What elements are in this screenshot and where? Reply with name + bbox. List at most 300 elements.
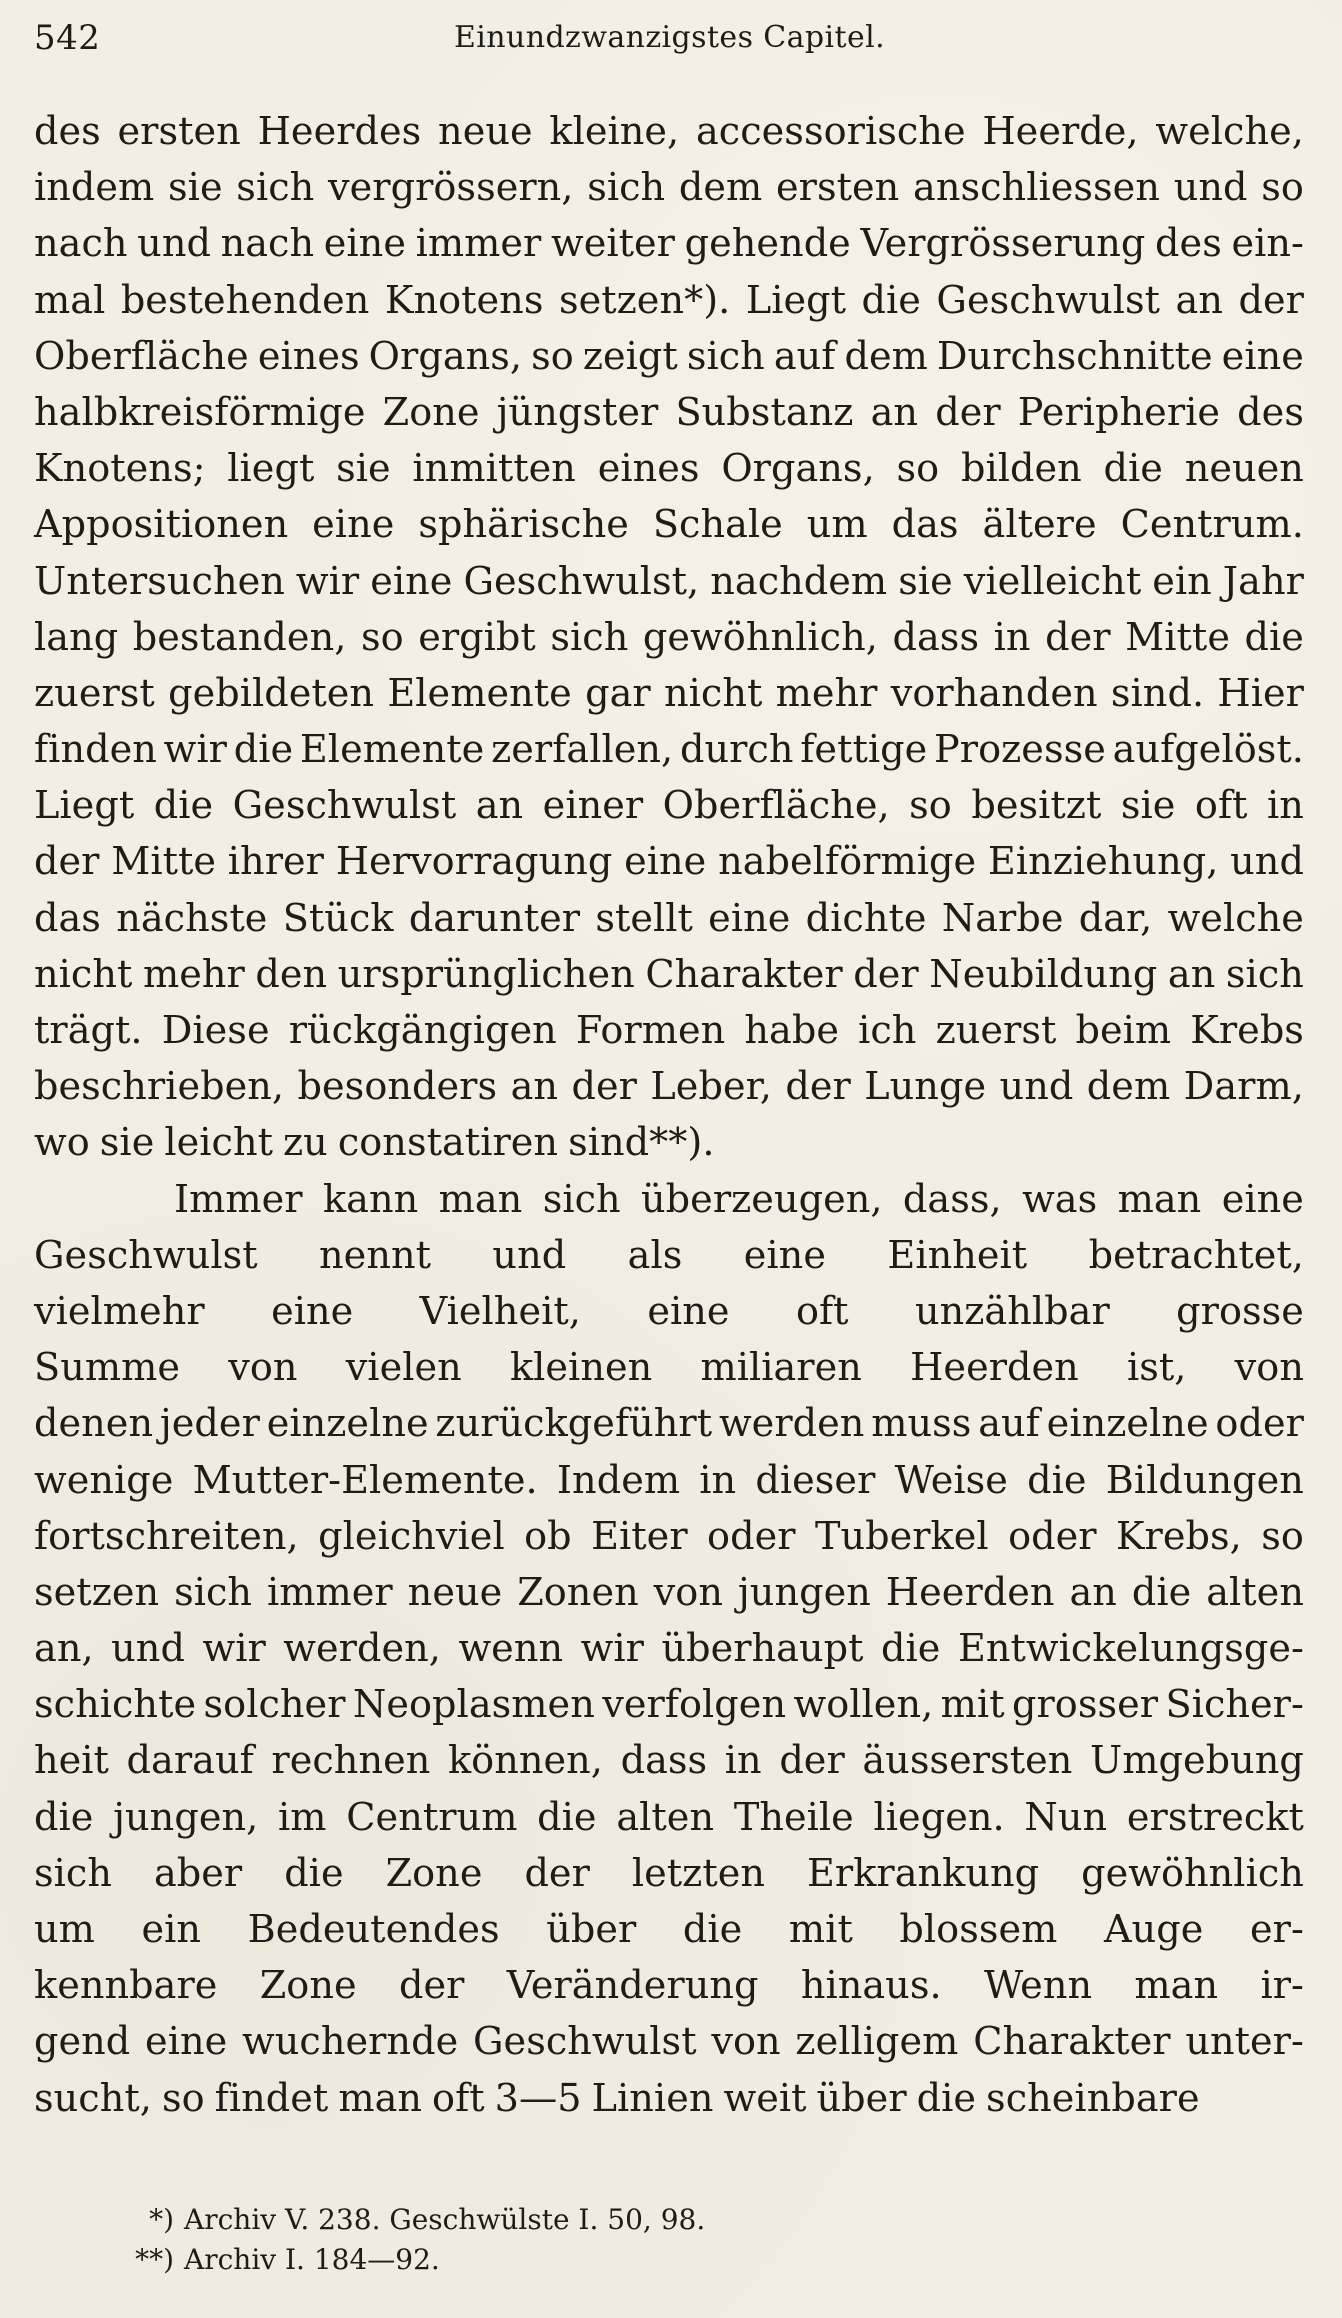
body-word: Vergrösserung [860, 222, 1146, 267]
body-word: neuen [1184, 447, 1304, 492]
body-word: 3—5 [494, 2076, 582, 2121]
body-word: Linien [591, 2076, 714, 2121]
body-line [34, 104, 1304, 160]
body-word: von [653, 1570, 723, 1615]
body-word: sich [587, 166, 666, 211]
body-word: stellt [595, 896, 693, 941]
body-line [34, 1284, 1304, 1340]
body-word: des [1155, 222, 1222, 267]
body-word: hinaus. [800, 1964, 942, 2009]
body-word: grosse [1176, 1289, 1304, 1334]
body-word: sie [99, 1121, 155, 1166]
body-word: oder [1008, 1514, 1097, 1559]
body-word: sich [1225, 952, 1304, 997]
body-word: sich [34, 1851, 112, 1896]
body-word: gebildeten [168, 671, 375, 716]
body-word: so [1261, 166, 1304, 211]
body-word: gend [34, 2020, 131, 2065]
body-word: das [34, 896, 101, 941]
body-word: nach [34, 222, 128, 267]
body-word: jüngster [496, 390, 659, 435]
body-word: blossem [899, 1908, 1058, 1952]
body-word: Substanz [675, 390, 854, 435]
body-word: indem [34, 166, 155, 211]
body-word: Leber, [650, 1065, 772, 1110]
body-word: Liegt [34, 784, 135, 829]
body-word: Elemente [387, 671, 572, 716]
body-word: den [255, 952, 328, 997]
body-word: mit [788, 1908, 853, 1952]
body-word: eine [370, 559, 453, 604]
body-word: weiter [550, 222, 675, 267]
body-line [34, 216, 1304, 272]
body-word: nächste [116, 896, 268, 941]
body-word: an [870, 390, 919, 435]
body-word: dass [892, 615, 980, 660]
body-word: sie [898, 559, 953, 604]
body-word: nicht [663, 671, 763, 716]
body-word: wenn [458, 1627, 564, 1672]
body-line [34, 497, 1304, 553]
body-word: oft [432, 2076, 485, 2121]
body-word: ein [1152, 559, 1212, 604]
body-word: Knotens; [34, 447, 206, 492]
body-word: Mitte [111, 840, 217, 885]
body-word: darunter [408, 896, 581, 941]
body-word: das [891, 503, 959, 548]
body-word: Auge [1104, 1908, 1204, 1952]
body-word: nicht [34, 952, 133, 997]
body-word: Diese [161, 1009, 270, 1053]
body-line [34, 273, 1304, 329]
body-word: nabelförmige [718, 840, 977, 885]
body-word: die [1244, 615, 1304, 660]
footnote-text: Archiv V. 238. Geschwülste I. 50, 98. [184, 2203, 706, 2236]
body-line [34, 1677, 1304, 1733]
body-word: überzeugen, [641, 1177, 883, 1222]
body-word: Neoplasmen [352, 1683, 595, 1728]
body-word: setzen*). [558, 278, 731, 323]
body-line [34, 1846, 1304, 1902]
body-word: Theile [733, 1795, 854, 1840]
body-word: sich [550, 615, 629, 660]
body-word: in [1267, 784, 1304, 829]
body-word: des [34, 110, 101, 154]
body-word: Oberfläche [34, 334, 249, 379]
body-word: alten [616, 1795, 715, 1840]
body-word: als [627, 1233, 683, 1278]
body-word: und [137, 222, 211, 267]
body-word: gleichviel [318, 1514, 505, 1559]
body-word: Centrum [346, 1795, 518, 1840]
body-word: an [1069, 1570, 1117, 1615]
body-word: Hervorragung [335, 840, 613, 885]
body-word: jungen [737, 1570, 871, 1615]
body-word: kann [322, 1177, 419, 1222]
body-word: ist, [1127, 1346, 1187, 1391]
body-word: mal [34, 278, 106, 323]
body-word: um [34, 1908, 95, 1952]
body-word: vorhanden [890, 671, 1098, 716]
body-word: jeder [159, 1402, 260, 1447]
body-word: bestehenden [120, 278, 370, 323]
body-word: ich [858, 1009, 917, 1053]
body-word: die [537, 1795, 597, 1840]
body-word: Tuberkel [814, 1514, 989, 1559]
body-word: liegt [227, 447, 315, 492]
body-word: die [916, 2076, 977, 2121]
body-word: auf [978, 1402, 1040, 1447]
body-word: kleinen [509, 1346, 653, 1391]
body-word: sich [542, 1177, 621, 1222]
body-word: der [524, 1851, 590, 1896]
body-word: ob [524, 1514, 572, 1559]
body-word: lang [34, 615, 119, 660]
body-word: aber [153, 1851, 243, 1896]
body-word: an [510, 1065, 559, 1110]
body-word: erstreckt [1126, 1795, 1304, 1840]
body-word: liegen. [873, 1795, 1005, 1840]
body-word: wir [202, 1627, 266, 1672]
body-word: eine [624, 840, 707, 885]
body-line [34, 778, 1304, 834]
body-word: neue [407, 1570, 503, 1615]
body-word: ir- [1260, 1964, 1304, 2009]
body-word: man [438, 1177, 523, 1222]
body-word: die [1131, 1570, 1192, 1615]
body-word: beschrieben, [34, 1065, 285, 1110]
body-word: Knotens [384, 278, 544, 323]
body-word: die [682, 1908, 743, 1952]
body-word: dem [1086, 1065, 1171, 1110]
body-word: Hier [1217, 671, 1304, 716]
body-word: Zone [259, 1964, 357, 2009]
body-word: Lunge [864, 1065, 987, 1110]
body-word: der [1238, 278, 1304, 323]
body-word: Appositionen [34, 503, 289, 548]
body-word: eine [323, 222, 406, 267]
body-word: eine [1221, 334, 1304, 379]
body-word: eine [312, 503, 395, 548]
body-word: welche, [1155, 110, 1304, 154]
body-word: der [785, 1065, 851, 1110]
body-word: Weise [894, 1458, 1008, 1503]
body-word: sie [336, 447, 391, 492]
body-word: immer [415, 222, 542, 267]
body-word: man [338, 2076, 423, 2121]
body-word: der [935, 390, 1001, 435]
body-line [34, 2071, 1304, 2127]
body-word: rückgängigen [288, 1009, 557, 1053]
body-word: solcher [203, 1683, 346, 1728]
body-line [34, 1003, 1304, 1059]
body-word: die [881, 1627, 941, 1672]
body-word: dar, [1078, 896, 1153, 941]
body-word: Narbe [941, 896, 1064, 941]
body-word: sie [168, 166, 223, 211]
body-word: sich [174, 1570, 253, 1615]
body-word: einer [542, 784, 644, 829]
body-word: bestanden, [132, 615, 347, 660]
body-line [34, 1172, 1304, 1228]
running-head: Einundzwanzigstes Capitel. [454, 20, 886, 55]
body-word: man [1134, 1964, 1219, 2009]
body-word: Charakter [645, 952, 843, 997]
body-word: Zone [385, 1851, 483, 1896]
body-word: wir [163, 728, 227, 773]
body-line [34, 1059, 1304, 1115]
body-word: man [1117, 1177, 1202, 1222]
body-word: Geschwulst, [463, 559, 700, 604]
body-word: um [806, 503, 868, 548]
page-number: 542 [34, 18, 101, 58]
body-word: Durchschnitte [936, 334, 1213, 379]
body-word: so [896, 447, 940, 492]
body-word: Heerde, [982, 110, 1139, 154]
body-word: welche [1167, 896, 1304, 941]
body-word: ein [141, 1908, 202, 1952]
body-word: unter- [1185, 2020, 1304, 2065]
body-word: die [233, 728, 294, 773]
body-word: wollen, [793, 1683, 934, 1728]
body-word: Mutter-Elemente. [192, 1458, 538, 1503]
body-word: dieser [755, 1458, 876, 1503]
body-word: oder [707, 1514, 796, 1559]
body-word: an [475, 784, 524, 829]
body-word: gewöhnlich, [642, 615, 878, 660]
body-word: kennbare [34, 1964, 218, 2009]
body-word: so [909, 784, 952, 829]
body-word: ursprünglichen [337, 952, 635, 997]
body-word: oft [1194, 784, 1248, 829]
body-word: Geschwulst [232, 784, 457, 829]
body-word: auf [773, 334, 836, 379]
body-word: durch [679, 728, 794, 773]
body-word: zeigt [582, 334, 678, 379]
body-line [34, 834, 1304, 890]
body-word: darauf [126, 1739, 254, 1784]
body-word: anschliessen [913, 166, 1160, 211]
body-word: ein- [1231, 222, 1304, 267]
body-word: trägt. [34, 1009, 143, 1053]
body-word: und [999, 1065, 1074, 1110]
footnote-mark: *) [149, 2203, 174, 2236]
body-word: wir [295, 559, 360, 604]
body-word: Bildungen [1105, 1458, 1304, 1503]
body-word: eine [647, 1289, 730, 1334]
body-word: Geschwulst [34, 1233, 258, 1278]
body-word: mehr [775, 671, 878, 716]
body-word: Erkrankung [806, 1851, 1040, 1896]
body-word: von [228, 1346, 298, 1391]
body-word: zuerst [34, 671, 155, 716]
body-word: jungen, [113, 1795, 259, 1840]
body-word: so [1261, 1514, 1304, 1559]
body-word: habe [744, 1009, 839, 1053]
body-word: Schale [652, 503, 783, 548]
body-word: einzelne [266, 1402, 429, 1447]
body-word: scheinbare [986, 2076, 1200, 2121]
body-word: einzelne [1046, 1402, 1209, 1447]
footnote-text: Archiv I. 184—92. [184, 2243, 440, 2276]
body-word: Geschwulst [472, 2020, 697, 2065]
body-line [34, 441, 1304, 497]
body-word: fettige [800, 728, 928, 773]
body-word: Organs, [368, 334, 523, 379]
body-word: Prozesse [934, 728, 1106, 773]
footnote [110, 2200, 705, 2240]
body-word: Immer [174, 1177, 303, 1222]
body-word: dem [678, 166, 763, 211]
body-word: Geschwulst [936, 278, 1161, 323]
body-word: Liegt [745, 278, 847, 323]
body-word: überhaupt [661, 1627, 864, 1672]
body-line [34, 385, 1304, 441]
body-word: der [571, 1065, 637, 1110]
body-word: ersten [776, 166, 900, 211]
body-word: in [993, 615, 1031, 660]
body-line [34, 1453, 1304, 1509]
body-word: eine [145, 2020, 228, 2065]
body-word: des [1237, 390, 1304, 435]
body-word: bilden [960, 447, 1082, 492]
body-word: rechnen [271, 1739, 431, 1784]
body-word: die [861, 278, 921, 323]
body-word: können, [447, 1739, 603, 1784]
body-line [34, 610, 1304, 666]
body-word: vielen [345, 1346, 462, 1391]
page-header [34, 18, 1294, 70]
body-word: Charakter [973, 2020, 1171, 2065]
body-word: eine [708, 896, 791, 941]
body-word: werden [718, 1402, 865, 1447]
body-word: die [34, 1795, 94, 1840]
body-word: so [531, 334, 574, 379]
body-word: dichte [805, 896, 927, 941]
body-word: Entwickelungsge- [957, 1627, 1304, 1672]
body-word: letzten [631, 1851, 766, 1896]
body-word: weit [723, 2076, 807, 2121]
body-line [34, 1621, 1304, 1677]
body-word: Centrum. [1120, 503, 1304, 548]
body-word: sich [686, 334, 765, 379]
body-word: halbkreisförmige [34, 390, 366, 435]
body-line [34, 947, 1304, 1003]
body-word: wir [580, 1627, 644, 1672]
body-word: muss [871, 1402, 972, 1447]
body-word: Sicher- [1165, 1683, 1304, 1728]
body-word: wuchernde [242, 2020, 459, 2065]
body-word: von [1234, 1346, 1304, 1391]
body-word: Einziehung, [987, 840, 1219, 885]
body-word: Mitte [1125, 615, 1230, 660]
body-word: gewöhnlich [1081, 1851, 1304, 1896]
body-line [34, 1115, 1304, 1171]
body-word: der [398, 1964, 465, 2009]
body-word: alten [1206, 1570, 1304, 1615]
body-word: an, [34, 1627, 94, 1672]
body-word: über [816, 2076, 907, 2121]
body-word: mehr [142, 952, 245, 997]
body-word: Heerdes [257, 110, 422, 154]
body-word: und [1230, 840, 1304, 885]
body-word: Krebs, [1115, 1514, 1242, 1559]
body-word: Umgebung [1090, 1739, 1304, 1784]
body-word: Indem [556, 1458, 681, 1503]
body-line [34, 666, 1304, 722]
body-word: eines [597, 447, 700, 492]
body-word: schichte [34, 1683, 197, 1728]
body-line [34, 1228, 1304, 1284]
body-word: immer [267, 1570, 393, 1615]
body-word: der [853, 952, 919, 997]
body-word: sich [236, 166, 315, 211]
body-word: Peripherie [1017, 390, 1221, 435]
body-word: ältere [982, 503, 1097, 548]
body-word: vielleicht [963, 559, 1142, 604]
body-word: aufgelöst. [1112, 728, 1304, 773]
footnote-mark: **) [135, 2243, 174, 2276]
body-word: unzählbar [914, 1289, 1110, 1334]
body-word: in [724, 1739, 762, 1784]
body-word: grosser [1011, 1683, 1159, 1728]
body-word: über [546, 1908, 637, 1952]
body-word: Heerden [910, 1346, 1079, 1391]
body-word: eine [271, 1289, 354, 1334]
body-word: dass, [902, 1177, 1002, 1222]
body-word: zerfallen, [491, 728, 674, 773]
body-word: Neubildung [929, 952, 1158, 997]
body-word: an [1167, 952, 1216, 997]
body-word: gar [585, 671, 651, 716]
body-word: äussersten [862, 1739, 1073, 1784]
body-word: Oberfläche, [662, 784, 890, 829]
body-word: im [278, 1795, 327, 1840]
body-word: der [779, 1739, 845, 1784]
body-word: vergrössern, [328, 166, 574, 211]
body-word: Formen [575, 1009, 726, 1053]
body-word: verfolgen [602, 1683, 787, 1728]
body-line [34, 1396, 1304, 1452]
body-word: miliaren [700, 1346, 862, 1391]
body-word: neue [438, 110, 533, 154]
body-word: eines [257, 334, 360, 379]
body-word: sie [1120, 784, 1176, 829]
body-word: accessorische [695, 110, 966, 154]
body-word: kleine, [549, 110, 680, 154]
body-word: er- [1250, 1908, 1304, 1952]
body-word: nach [220, 222, 315, 267]
body-word: nennt [319, 1233, 432, 1278]
body-word: fortschreiten, [34, 1514, 299, 1559]
body-word: werden, [283, 1627, 441, 1672]
footnotes [110, 2200, 705, 2280]
body-word: Nun [1024, 1795, 1108, 1840]
body-word: die [1027, 1458, 1087, 1503]
body-word: und [111, 1627, 185, 1672]
body-word: Stück [282, 896, 394, 941]
body-line [34, 1958, 1304, 2014]
body-word: dass [620, 1739, 708, 1784]
body-word: Organs, [721, 447, 875, 492]
body-word: ersten [117, 110, 241, 154]
body-word: die [153, 784, 214, 829]
body-word: heit [34, 1739, 109, 1784]
body-word: oder [1215, 1402, 1304, 1447]
body-word: Untersuchen [34, 559, 285, 604]
body-word: so [161, 2076, 205, 2121]
body-word: was [1022, 1177, 1098, 1222]
